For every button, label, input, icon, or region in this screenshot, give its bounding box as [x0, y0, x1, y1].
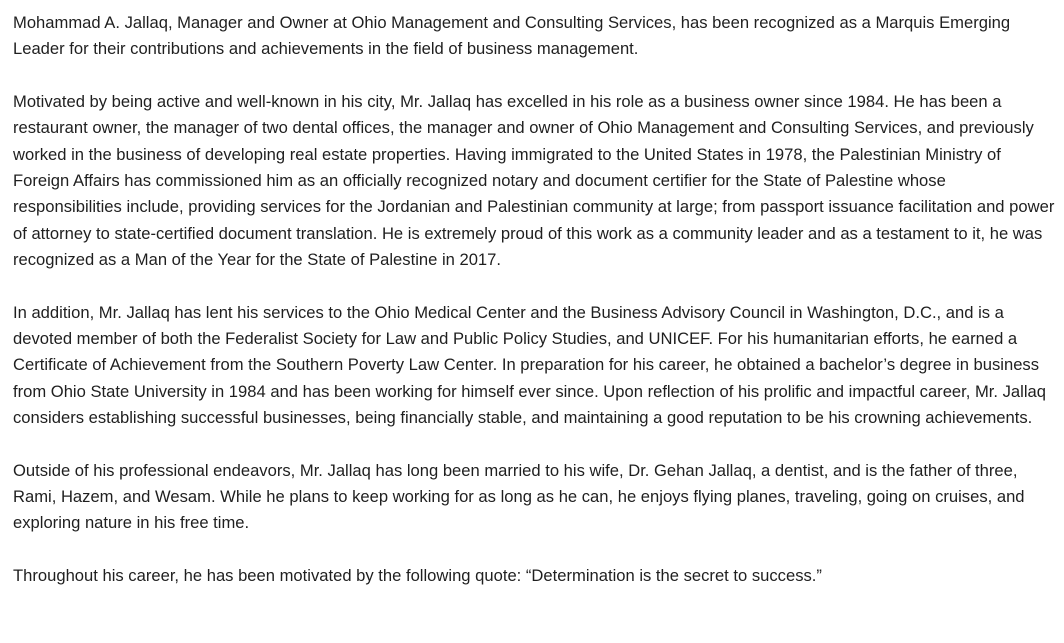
paragraph-personal: Outside of his professional endeavors, Mr. Jallaq has long been married to his wife, Dr. Gehan Jallaq, a dentist, and is the father of three, Rami, Hazem, and Wesam. While he plans to keep working for as long as he can, he enjoys flying planes, traveling, going on cruises, and exploring nature in his free time.: [13, 460, 1025, 533]
paragraph-affiliations: In addition, Mr. Jallaq has lent his services to the Ohio Medical Center and the Business Advisory Council in Washington, D.C., and is a devoted member of both the Federalist Society for Law and Public Policy Studies, and UNICEF. For his humanitarian efforts, he earned a Certificate of Achievement from the Southern Poverty Law Center. In preparation for his career, he obtained a bachelor’s degree in business from Ohio State University in 1984 and has been working for himself ever since. Upon reflection of his prolific and impactful career, Mr. Jallaq considers establishing successful businesses, being financially stable, and maintaining a good reputation to be his crowning achievements.: [13, 302, 1046, 427]
article-body: [13, 10, 1058, 589]
paragraph-quote: Throughout his career, he has been motivated by the following quote: “Determination is the secret to success.”: [13, 566, 822, 586]
paragraph-intro: Mohammad A. Jallaq, Manager and Owner at Ohio Management and Consulting Services, has been recognized as a Marquis Emerging Leader for their contributions and achievements in the field of business management.: [13, 13, 1011, 59]
paragraph-career: Motivated by being active and well-known in his city, Mr. Jallaq has excelled in his role as a business owner since 1984. He has been a restaurant owner, the manager of two dental offices, the manager and owner of Ohio Management and Consulting Services, and previously worked in the business of developing real estate properties. Having immigrated to the United States in 1978, the Palestinian Ministry of Foreign Affairs has commissioned him as an officially recognized notary and document certifier for the State of Palestine whose responsibilities include, providing services for the Jordanian and Palestinian community at large; from passport issuance facilitation and power of attorney to state-certified document translation. He is extremely proud of this work as a community leader and as a testament to it, he was recognized as a Man of the Year for the State of Palestine in 2017.: [13, 92, 1055, 269]
